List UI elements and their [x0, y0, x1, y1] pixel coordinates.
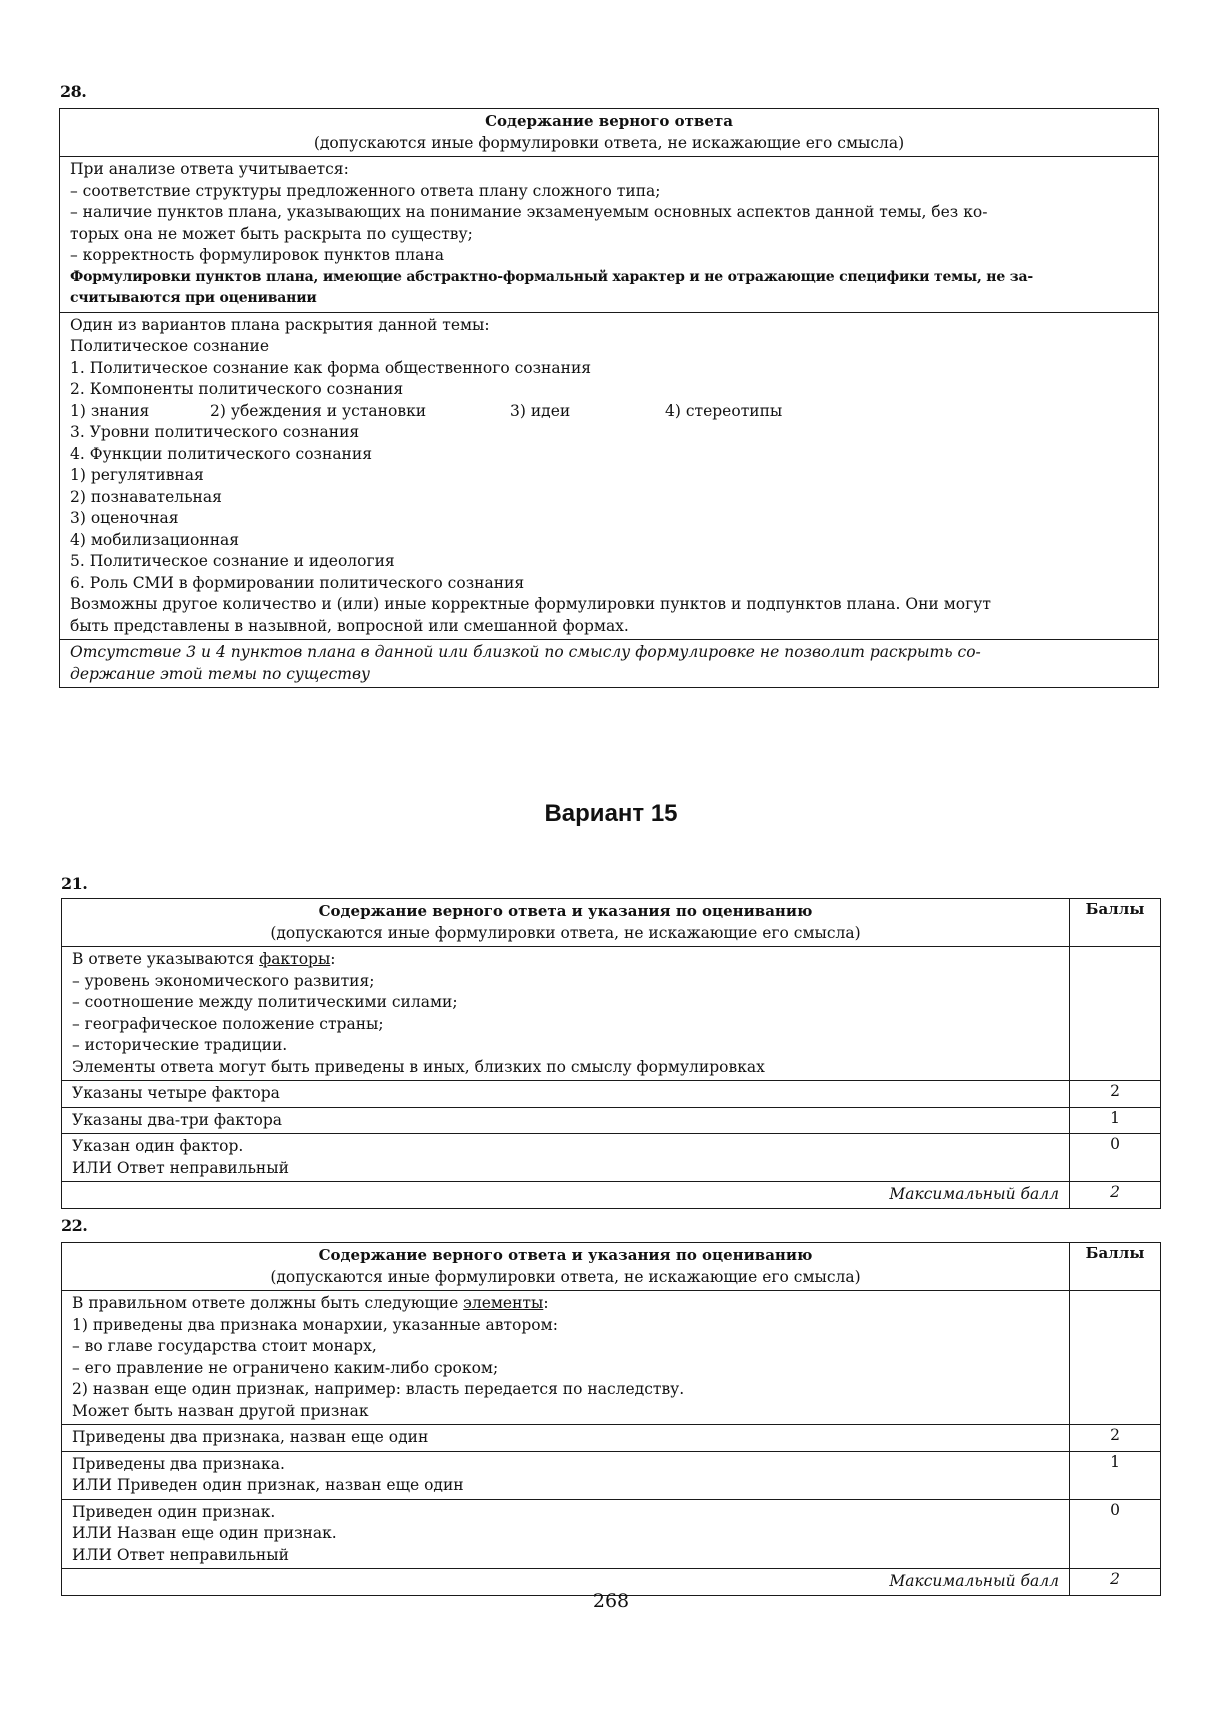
- q22-score-text: Приведены два признака, назван еще один: [72, 1428, 429, 1446]
- q22-score-text: Приведены два признака.: [72, 1454, 285, 1473]
- q28-plan-item: 1. Политическое сознание как форма общественного сознания: [70, 358, 592, 377]
- q22-answer-line: 2) назван еще один признак, например: власть передается по наследству.: [72, 1380, 685, 1398]
- q21-header-title: Содержание верного ответа и указания по оцениванию: [318, 902, 813, 920]
- q21-answer-line: – соотношение между политическими силами;: [72, 993, 458, 1011]
- q28-header-subtitle: (допускаются иные формулировки ответа, не искажающие его смысла): [313, 133, 905, 152]
- q28-criteria-row: [60, 157, 1159, 313]
- q28-plan-topic: Политическое сознание: [70, 337, 270, 355]
- q28-criteria-line: – соответствие структуры предложенного ответа плану сложного типа;: [70, 181, 661, 200]
- q22-answer-line: – его правление не ограничено каким-либо сроком;: [72, 1358, 499, 1377]
- q21-answer-intro: [72, 949, 1059, 971]
- q21-header-cell: [62, 899, 1070, 947]
- q21-header-row: [62, 899, 1161, 947]
- q22-score-text: Приведен один признак.: [72, 1502, 276, 1521]
- q28-criteria-line: торых она не может быть раскрыта по существу;: [70, 224, 473, 243]
- q21-score-criteria: [62, 1081, 1070, 1108]
- question-number-22: 22.: [61, 1216, 88, 1235]
- q21-answer-points-empty: [1070, 947, 1161, 1081]
- q28-subitem: 1) знания: [70, 401, 150, 420]
- q22-header-subtitle: (допускаются иные формулировки ответа, не искажающие его смысла): [270, 1267, 861, 1286]
- variant-heading: Вариант 15: [544, 800, 678, 827]
- q28-plan-item-2-subitems: [70, 401, 1148, 423]
- q21-intro-keyword: факторы: [259, 950, 331, 968]
- q28-criteria-line: – корректность формулировок пунктов плана: [70, 246, 444, 264]
- q28-subitem: 4) мобилизационная: [70, 530, 240, 549]
- q22-score-points: 1: [1070, 1451, 1161, 1499]
- q21-max-row: [62, 1182, 1161, 1209]
- q22-answer-row: [62, 1291, 1161, 1425]
- q22-answer-points-empty: [1070, 1291, 1161, 1425]
- q22-max-points: 2: [1070, 1569, 1161, 1596]
- q28-footer-line: держание этой темы по существу: [70, 664, 370, 683]
- q28-plan-item: 6. Роль СМИ в формировании политического сознания: [70, 573, 525, 592]
- q28-criteria-line: – наличие пунктов плана, указывающих на понимание экзаменуемым основных аспектов данной темы, без ко-: [70, 203, 988, 221]
- q21-score-text: Указаны два-три фактора: [72, 1110, 283, 1129]
- q28-plan-item: 3. Уровни политического сознания: [70, 423, 360, 441]
- q28-plan-note-line: быть представлены в назывной, вопросной или смешанной формах.: [70, 616, 629, 635]
- q22-score-row: [62, 1499, 1161, 1569]
- q28-plan-note-line: Возможны другое количество и (или) иные корректные формулировки пунктов и подпунктов плана. Они могут: [70, 595, 991, 613]
- question-number-21: 21.: [61, 874, 88, 893]
- q28-subitem: 2) познавательная: [70, 487, 222, 506]
- q22-answer-line: – во главе государства стоит монарх,: [72, 1337, 377, 1355]
- q22-score-points: 2: [1070, 1425, 1161, 1452]
- q22-intro-keyword: элементы: [463, 1294, 544, 1312]
- q21-max-label: Максимальный балл: [62, 1182, 1070, 1209]
- q28-subitem: 3) идеи: [510, 401, 571, 420]
- q28-criteria-bold-line: Формулировки пунктов плана, имеющие абстрактно-формальный характер и не отражающие специфики темы, не за-: [70, 268, 1033, 285]
- q28-subitem: 3) оценочная: [70, 509, 179, 527]
- q21-header-subtitle: (допускаются иные формулировки ответа, не искажающие его смысла): [270, 923, 861, 942]
- q22-header-title: Содержание верного ответа и указания по оцениванию: [318, 1246, 813, 1264]
- q28-answer-table: [59, 108, 1159, 688]
- q22-header-row: [62, 1243, 1161, 1291]
- q21-points-header: Баллы: [1070, 899, 1161, 947]
- q21-score-points: 2: [1070, 1081, 1161, 1108]
- q22-score-row: [62, 1425, 1161, 1452]
- q21-score-text: ИЛИ Ответ неправильный: [72, 1158, 289, 1177]
- q22-score-criteria: [62, 1499, 1070, 1569]
- q21-answer-row: [62, 947, 1161, 1081]
- q28-plan-item: 5. Политическое сознание и идеология: [70, 552, 395, 570]
- q28-plan-cell: [60, 312, 1159, 640]
- q21-score-row: [62, 1081, 1161, 1108]
- q28-header-row: [60, 109, 1159, 157]
- q21-score-text: Указан один фактор.: [72, 1137, 244, 1155]
- q22-answer-line: Может быть назван другой признак: [72, 1401, 369, 1420]
- q28-plan-row: [60, 312, 1159, 640]
- q28-subitem: 2) убеждения и установки: [210, 401, 427, 420]
- q21-score-points: 1: [1070, 1107, 1161, 1134]
- q21-score-criteria: [62, 1107, 1070, 1134]
- q22-answer-table: [61, 1242, 1161, 1596]
- q21-answer-line: – географическое положение страны;: [72, 1014, 384, 1033]
- q28-plan-item: 4. Функции политического сознания: [70, 444, 373, 463]
- q21-score-row: [62, 1107, 1161, 1134]
- q21-score-text: Указаны четыре фактора: [72, 1084, 280, 1102]
- q28-footer-cell: [60, 640, 1159, 688]
- q21-answer-note: Элементы ответа могут быть приведены в иных, близких по смыслу формулировках: [72, 1057, 765, 1076]
- q22-points-header: Баллы: [1070, 1243, 1161, 1291]
- q22-answer-line: 1) приведены два признака монархии, указанные автором:: [72, 1315, 558, 1334]
- q28-header-cell: [60, 109, 1159, 157]
- q28-plan-intro: Один из вариантов плана раскрытия данной темы:: [70, 315, 490, 334]
- q22-score-criteria: [62, 1451, 1070, 1499]
- q22-answer-intro: [72, 1293, 1059, 1315]
- page-number: 268: [592, 1590, 630, 1612]
- q28-subitem: 1) регулятивная: [70, 466, 204, 484]
- q28-criteria-cell: [60, 157, 1159, 313]
- q28-criteria-line: При анализе ответа учитывается:: [70, 160, 349, 178]
- q22-score-text: ИЛИ Назван еще один признак.: [72, 1524, 337, 1542]
- q21-answer-table: [61, 898, 1161, 1209]
- q21-intro-suffix: :: [330, 950, 336, 968]
- q21-score-points: 0: [1070, 1134, 1161, 1182]
- q22-max-label: Максимальный балл: [62, 1569, 1070, 1596]
- q22-intro-suffix: :: [543, 1294, 549, 1312]
- q28-criteria-bold-line: считываются при оценивании: [70, 290, 317, 306]
- q22-score-row: [62, 1451, 1161, 1499]
- q28-footer-line: Отсутствие 3 и 4 пунктов плана в данной или близкой по смыслу формулировке не позволит раскрыть со-: [70, 643, 981, 661]
- q28-footer-row: [60, 640, 1159, 688]
- q21-intro-text: В ответе указываются: [72, 950, 260, 968]
- q22-intro-text: В правильном ответе должны быть следующие: [72, 1294, 464, 1312]
- question-number-28: 28.: [60, 82, 87, 101]
- q28-plan-item: 2. Компоненты политического сознания: [70, 380, 404, 398]
- q22-header-cell: [62, 1243, 1070, 1291]
- q21-score-criteria: [62, 1134, 1070, 1182]
- q22-score-criteria: [62, 1425, 1070, 1452]
- q21-max-points: 2: [1070, 1182, 1161, 1209]
- q22-score-text: ИЛИ Ответ неправильный: [72, 1545, 289, 1564]
- q22-answer-cell: [62, 1291, 1070, 1425]
- q22-score-points: 0: [1070, 1499, 1161, 1569]
- q21-answer-line: – уровень экономического развития;: [72, 971, 375, 990]
- q28-header-title: Содержание верного ответа: [485, 112, 733, 130]
- q28-subitem: 4) стереотипы: [665, 401, 783, 420]
- q21-answer-cell: [62, 947, 1070, 1081]
- q21-answer-line: – исторические традиции.: [72, 1036, 288, 1054]
- q21-score-row: [62, 1134, 1161, 1182]
- q22-score-text: ИЛИ Приведен один признак, назван еще один: [72, 1476, 464, 1494]
